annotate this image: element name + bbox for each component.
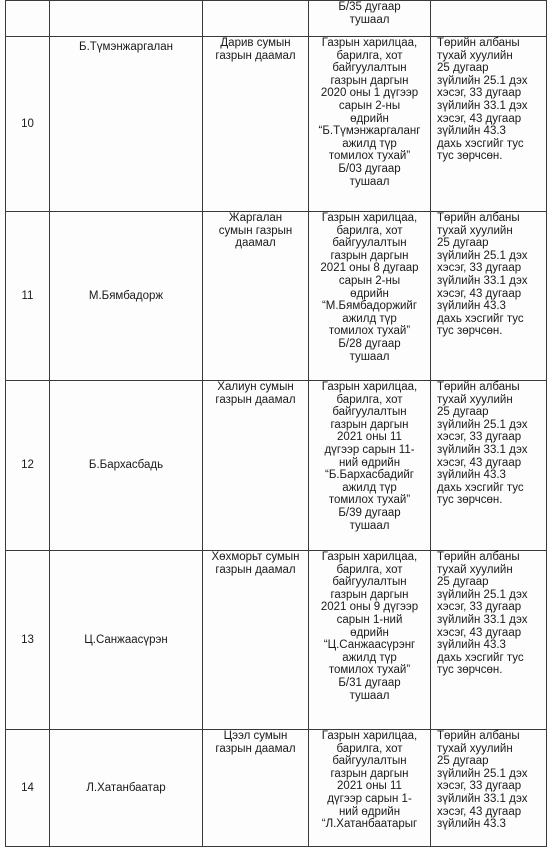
table-row <box>6 381 547 551</box>
row-number-text: 10 <box>21 117 34 130</box>
law-cell <box>431 551 547 730</box>
law-text: Төрийн албаны тухай хуулийн 25 дугаар зүйлийн 25.1 дэх хэсэг, 33 дугаар зүйлийн 33.1 дэх хэсэг, 43 дугаар зүйлийн 43.3 дахь хэсгийг тус тус зөрчсөн. <box>437 37 528 163</box>
person-name-text: Б.Бархасбадь <box>88 459 164 472</box>
decision-cell <box>309 730 431 847</box>
row-number <box>6 212 50 381</box>
law-cell <box>431 730 547 847</box>
position-cell <box>203 212 309 381</box>
row-number-text: 12 <box>21 459 34 472</box>
law-cell <box>431 37 547 212</box>
person-name <box>50 212 203 381</box>
row-number-text: 11 <box>21 289 34 302</box>
person-name <box>50 1 203 37</box>
position-text: Халиун сумын газрын даамал <box>215 381 296 406</box>
person-name <box>50 730 203 847</box>
decision-cell <box>309 1 431 37</box>
person-name-text: Ц.Санжаасүрэн <box>84 633 168 646</box>
law-cell <box>431 212 547 381</box>
decision-text: Газрын харилцаа, барилга, хот байгуулалтын газрын даргын 2021 оны 8 дугаар сарын 2-ны өдрийн “М.Бямбадоржийг ажилд түр томилох тухай” Б/28 дугаар тушаал <box>320 212 419 363</box>
position-cell <box>203 37 309 212</box>
decision-cell <box>309 381 431 551</box>
person-name <box>50 381 203 551</box>
decision-text: Газрын харилцаа, барилга, хот байгуулалтын газрын даргын 2021 оны 11 дүгээр сарын 1- ний өдрийн “Л.Хатанбаатарыг <box>321 730 418 831</box>
position-text: Хөхморьт сумын газрын даамал <box>211 551 300 576</box>
person-name-text: Б.Түмэнжаргалан <box>79 41 173 53</box>
law-cell <box>431 381 547 551</box>
row-number-text: 14 <box>21 781 34 794</box>
decision-cell <box>309 212 431 381</box>
person-name-text: М.Бямбадорж <box>88 289 164 302</box>
position-text: Цээл сумын газрын даамал <box>215 730 296 755</box>
decision-cell <box>309 37 431 212</box>
decision-text: Газрын харилцаа, барилга, хот байгуулалтын газрын даргын 2021 оны 11 дүгээр сарын 11- ний өдрийн “Б.Бархасбадийг ажилд түр томилох тухай” Б/39 дугаар тушаал <box>321 381 418 532</box>
person-name <box>50 37 203 212</box>
table-row <box>6 551 547 730</box>
row-number <box>6 381 50 551</box>
row-number <box>6 37 50 212</box>
law-text: Төрийн албаны тухай хуулийн 25 дугаар зүйлийн 25.1 дэх хэсэг, 33 дугаар зүйлийн 33.1 дэх хэсэг, 43 дугаар зүйлийн 43.3 <box>437 730 528 831</box>
person-name-text: Л.Хатанбаатар <box>86 781 166 794</box>
decision-text: Газрын харилцаа, барилга, хот байгуулалтын газрын даргын 2021 оны 9 дүгээр сарын 1-ний өдрийн “Ц.Санжаасүрэнг ажилд түр томилох тухай” Б/31 дугаар тушаал <box>320 551 419 702</box>
row-number <box>6 730 50 847</box>
decision-cell <box>309 551 431 730</box>
law-text: Төрийн албаны тухай хуулийн 25 дугаар зүйлийн 25.1 дэх хэсэг, 33 дугаар зүйлийн 33.1 дэх хэсэг, 43 дугаар зүйлийн 43.3 дахь хэсгийг тус тус зөрчсөн. <box>437 212 528 338</box>
decision-text: Газрын харилцаа, барилга, хот байгуулалтын газрын даргын 2020 оны 1 дүгээр сарын 2-ны өдрийн “Б.Түмэнжаргаланг ажилд түр томилох тухай” Б/03 дугаар тушаал <box>318 37 421 188</box>
row-number <box>6 551 50 730</box>
table-row <box>6 1 547 37</box>
position-cell <box>203 730 309 847</box>
person-name <box>50 551 203 730</box>
decision-text: Б/35 дугаар тушаал <box>338 1 401 26</box>
law-cell <box>431 1 547 37</box>
table-row <box>6 212 547 381</box>
position-cell <box>203 381 309 551</box>
law-text: Төрийн албаны тухай хуулийн 25 дугаар зүйлийн 25.1 дэх хэсэг, 33 дугаар зүйлийн 33.1 дэх хэсэг, 43 дугаар зүйлийн 43.3 дахь хэсгийг тус тус зөрчсөн. <box>437 381 528 507</box>
violations-table <box>5 0 547 847</box>
position-cell <box>203 551 309 730</box>
position-text: Дарив сумын газрын даамал <box>215 37 296 62</box>
position-text: Жаргалан сумын газрын даамал <box>218 212 293 250</box>
table-row <box>6 730 547 847</box>
row-number <box>6 1 50 37</box>
position-cell <box>203 1 309 37</box>
row-number-text: 13 <box>21 633 34 646</box>
table-row <box>6 37 547 212</box>
law-text: Төрийн албаны тухай хуулийн 25 дугаар зүйлийн 25.1 дэх хэсэг, 33 дугаар зүйлийн 33.1 дэх хэсэг, 43 дугаар зүйлийн 43.3 дахь хэсгийг тус тус зөрчсөн. <box>437 551 528 677</box>
